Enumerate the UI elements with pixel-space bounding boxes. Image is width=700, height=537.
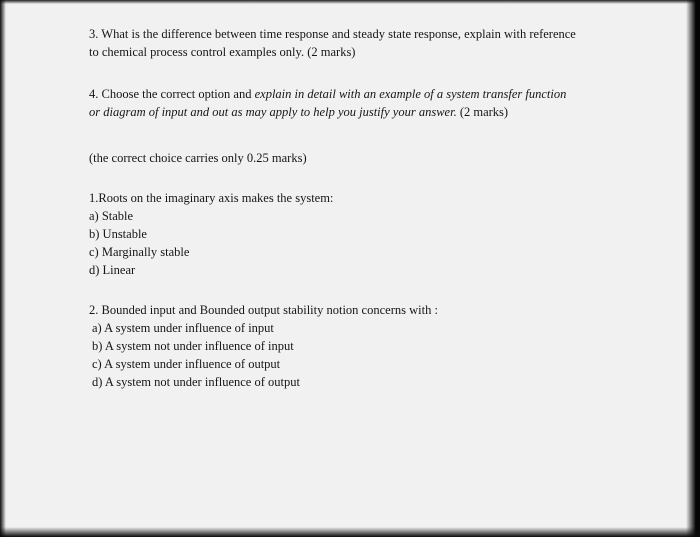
mcq-1-option-c: c) Marginally stable bbox=[89, 245, 190, 259]
question-4-marks: (2 marks) bbox=[456, 105, 509, 119]
question-4-italic-text-2: or diagram of input and out as may apply to help you justify your answer. bbox=[89, 105, 457, 119]
photo-edge-top bbox=[0, 0, 700, 4]
question-4-line-1 bbox=[89, 86, 566, 102]
question-4-line-2 bbox=[89, 104, 508, 120]
mcq-1-option-d: d) Linear bbox=[89, 263, 136, 277]
question-4-lead-text: 4. Choose the correct option and bbox=[89, 87, 255, 101]
photo-edge-left bbox=[0, 0, 6, 537]
question-3-line-2: to chemical process control examples only. (2 marks) bbox=[89, 45, 356, 59]
photo-edge-right bbox=[686, 0, 700, 537]
mcq-2-option-d: d) A system not under influence of output bbox=[92, 375, 300, 389]
mcq-2-stem: 2. Bounded input and Bounded output stability notion concerns with : bbox=[89, 303, 438, 317]
mcq-1-stem: 1.Roots on the imaginary axis makes the system: bbox=[89, 191, 334, 205]
mcq-2-option-b: b) A system not under influence of input bbox=[92, 339, 294, 353]
question-4-italic-text-1: explain in detail with an example of a system transfer function bbox=[254, 87, 567, 101]
mcq-2-option-a: a) A system under influence of input bbox=[92, 321, 274, 335]
marks-note: (the correct choice carries only 0.25 marks) bbox=[89, 151, 307, 165]
photo-edge-bottom bbox=[0, 527, 700, 537]
mcq-1-option-a: a) Stable bbox=[89, 209, 134, 223]
mcq-2-option-c: c) A system under influence of output bbox=[92, 357, 281, 371]
mcq-1-option-b: b) Unstable bbox=[89, 227, 147, 241]
question-3-line-1: 3. What is the difference between time response and steady state response, explain with reference bbox=[89, 27, 576, 41]
